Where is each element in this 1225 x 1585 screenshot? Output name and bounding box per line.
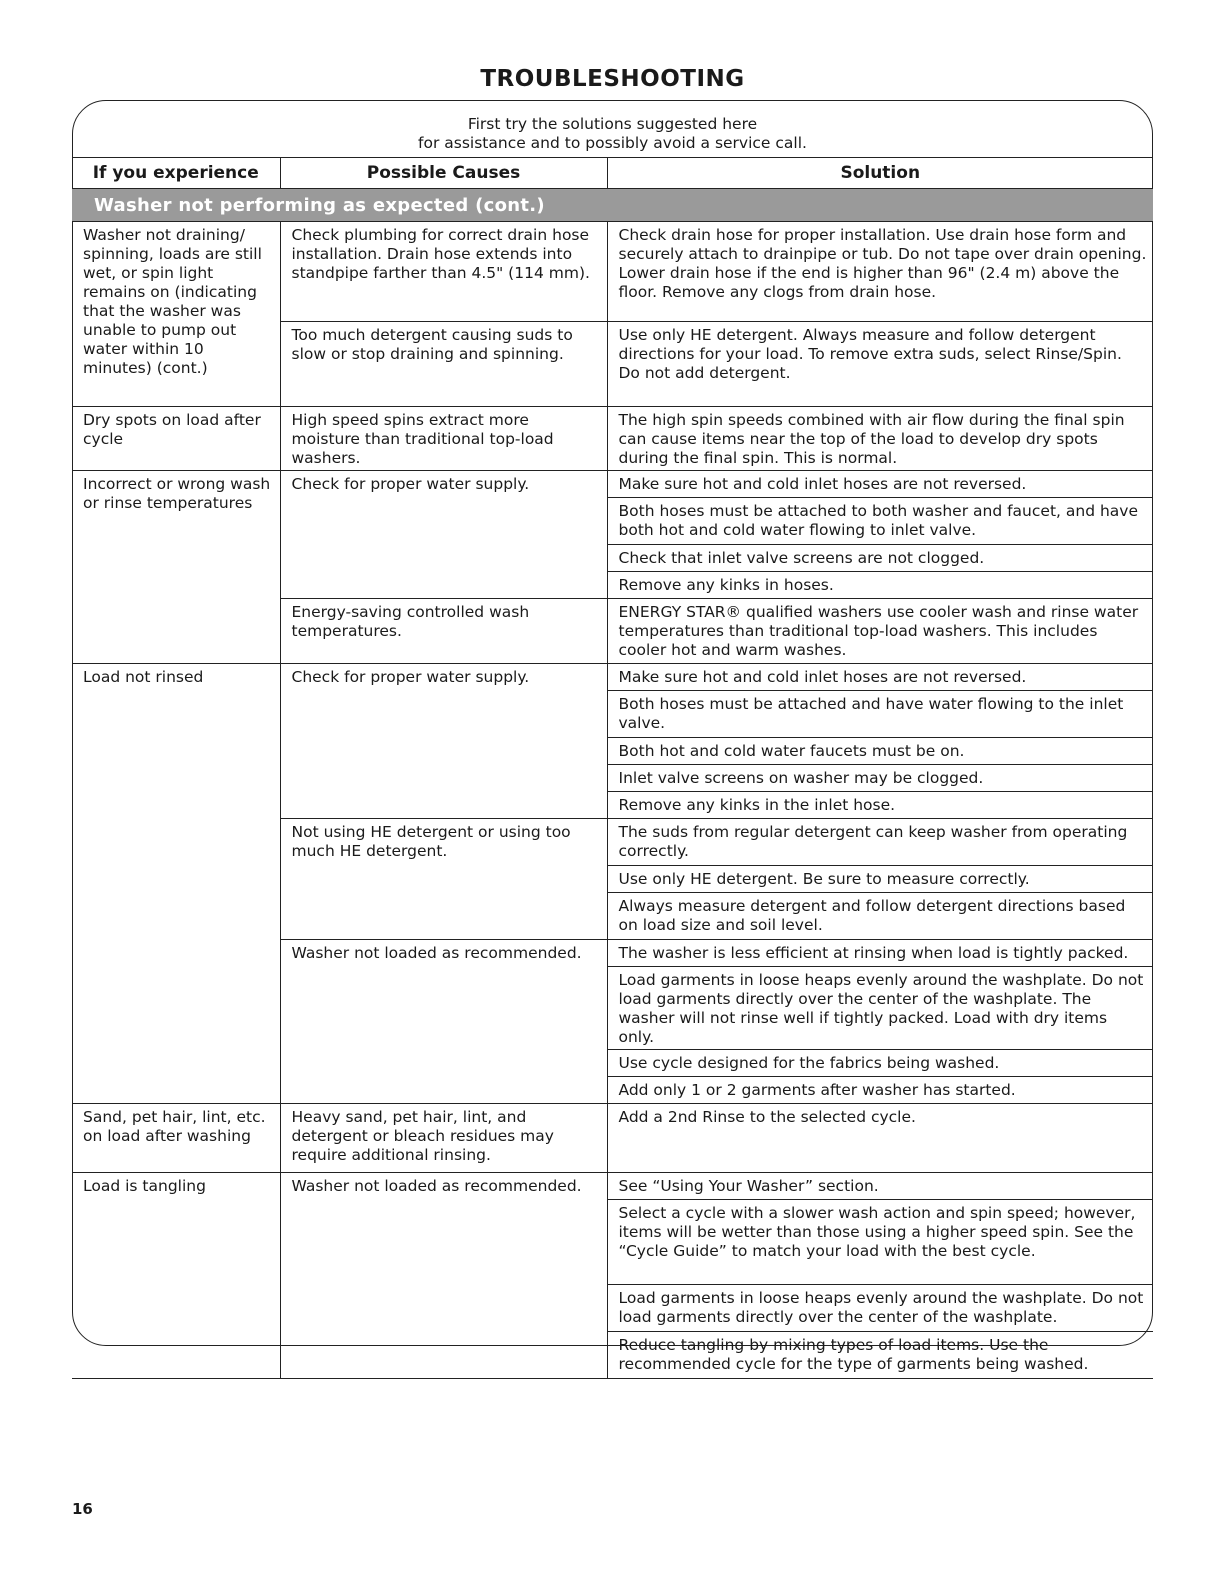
experience-cell: Sand, pet hair, lint, etc. on load after washing [72, 1104, 280, 1173]
solution-cell: Add only 1 or 2 garments after washer has started. [607, 1077, 1153, 1104]
intro-line-2: for assistance and to possibly avoid a service call. [418, 134, 807, 152]
table-row [72, 1104, 1153, 1173]
experience-cell: Load is tangling [72, 1173, 280, 1379]
solution-cell: Check drain hose for proper installation. Use drain hose form and securely attach to drainpipe or tub. Do not tape over drain opening. Lower drain hose if the end is higher than 96" (2.4 m) above the floor. Remove any clogs from drain hose. [607, 222, 1153, 322]
experience-cell: Incorrect or wrong wash or rinse temperatures [72, 471, 280, 664]
cause-cell: Not using HE detergent or using too much HE detergent. [280, 819, 607, 940]
solution-cell: Both hoses must be attached to both washer and faucet, and have both hot and cold water flowing to inlet valve. [607, 498, 1153, 545]
solution-cell: Check that inlet valve screens are not clogged. [607, 545, 1153, 572]
solution-cell: Always measure detergent and follow detergent directions based on load size and soil level. [607, 893, 1153, 940]
cause-cell: Washer not loaded as recommended. [280, 940, 607, 1104]
cause-cell: Energy-saving controlled wash temperatures. [280, 599, 607, 664]
experience-cell: Load not rinsed [72, 664, 280, 1104]
solution-cell: Select a cycle with a slower wash action and spin speed; however, items will be wetter than those using a higher speed spin. See the “Cycle Guide” to match your load with the best cycle. [607, 1200, 1153, 1285]
cause-cell: Check for proper water supply. [280, 664, 607, 819]
experience-cell: Washer not draining/ spinning, loads are still wet, or spin light remains on (indicating that the washer was unable to pump out water within 10 minutes) (cont.) [72, 222, 280, 407]
cause-cell: Check plumbing for correct drain hose installation. Drain hose extends into standpipe farther than 4.5" (114 mm). [280, 222, 607, 322]
solution-cell: The suds from regular detergent can keep washer from operating correctly. [607, 819, 1153, 866]
solution-cell: Load garments in loose heaps evenly around the washplate. Do not load garments directly over the center of the washplate. The washer will not rinse well if tightly packed. Load with dry items only. [607, 967, 1153, 1050]
section-row [72, 189, 1153, 222]
section-heading: Washer not performing as expected (cont.) [72, 189, 1153, 222]
table-row [72, 222, 1153, 322]
cause-cell: Too much detergent causing suds to slow or stop draining and spinning. [280, 322, 607, 407]
cause-cell: Check for proper water supply. [280, 471, 607, 599]
header-experience: If you experience [72, 158, 280, 189]
solution-cell: Make sure hot and cold inlet hoses are not reversed. [607, 471, 1153, 498]
solution-cell: Reduce tangling by mixing types of load items. Use the recommended cycle for the type of garments being washed. [607, 1332, 1153, 1379]
header-solution: Solution [607, 158, 1153, 189]
intro-text [0, 115, 1225, 153]
solution-cell: The washer is less efficient at rinsing when load is tightly packed. [607, 940, 1153, 967]
experience-cell: Dry spots on load after cycle [72, 407, 280, 471]
table-header-row [72, 158, 1153, 189]
solution-cell: Use cycle designed for the fabrics being washed. [607, 1050, 1153, 1077]
solution-cell: Remove any kinks in hoses. [607, 572, 1153, 599]
solution-cell: Use only HE detergent. Be sure to measure correctly. [607, 866, 1153, 893]
solution-cell: Inlet valve screens on washer may be clogged. [607, 765, 1153, 792]
cause-cell: Washer not loaded as recommended. [280, 1173, 607, 1379]
header-causes: Possible Causes [280, 158, 607, 189]
cause-cell: High speed spins extract more moisture than traditional top-load washers. [280, 407, 607, 471]
table-row [72, 471, 1153, 498]
solution-cell: Remove any kinks in the inlet hose. [607, 792, 1153, 819]
intro-line-1: First try the solutions suggested here [467, 115, 758, 133]
page-title: TROUBLESHOOTING [480, 66, 745, 92]
solution-cell: Add a 2nd Rinse to the selected cycle. [607, 1104, 1153, 1173]
solution-cell: Make sure hot and cold inlet hoses are not reversed. [607, 664, 1153, 691]
troubleshooting-table [72, 157, 1153, 1379]
solution-cell: The high spin speeds combined with air flow during the final spin can cause items near the top of the load to develop dry spots during the final spin. This is normal. [607, 407, 1153, 471]
table-row [72, 1173, 1153, 1200]
solution-cell: Both hoses must be attached and have water flowing to the inlet valve. [607, 691, 1153, 738]
solution-cell: Use only HE detergent. Always measure and follow detergent directions for your load. To remove extra suds, select Rinse/Spin. Do not add detergent. [607, 322, 1153, 407]
solution-cell: ENERGY STAR® qualified washers use cooler wash and rinse water temperatures than traditional top-load washers. This includes cooler hot and warm washes. [607, 599, 1153, 664]
cause-cell: Heavy sand, pet hair, lint, and detergent or bleach residues may require additional rinsing. [280, 1104, 607, 1173]
table-row [72, 664, 1153, 691]
solution-cell: See “Using Your Washer” section. [607, 1173, 1153, 1200]
solution-cell: Load garments in loose heaps evenly around the washplate. Do not load garments directly over the center of the washplate. [607, 1285, 1153, 1332]
solution-cell: Both hot and cold water faucets must be on. [607, 738, 1153, 765]
page-number: 16 [72, 1500, 93, 1518]
table-row [72, 407, 1153, 471]
